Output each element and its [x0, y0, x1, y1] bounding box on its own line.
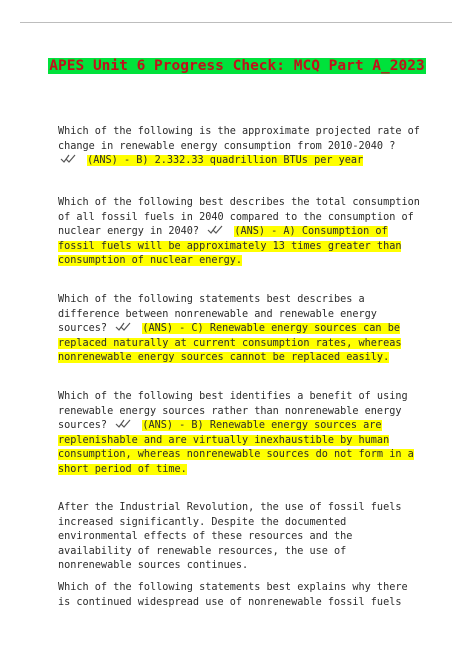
question-1-answer: (ANS) - B) 2.332.33 quadrillion BTUs per year: [87, 155, 364, 167]
question-1: [58, 125, 420, 169]
passage-text: After the Industrial Revolution, the use of fossil fuels increased significantly. Despite the documented environmental effects of these resources and the availability of renewable resources, the use of nonrenewable sources continues.: [58, 502, 402, 572]
document-title: [40, 56, 434, 76]
double-check-icon: [115, 322, 132, 332]
question-5-text: Which of the following statements best explains why there is continued widespread use of nonrenewable fossil fuels: [58, 582, 408, 608]
question-4-answer: (ANS) - B) Renewable energy sources are replenishable and are virtually inexhaustible by human consumption, whereas nonrenewable sources do not form in a short period of time.: [58, 420, 414, 475]
question-3: [58, 293, 420, 366]
question-1-text: Which of the following is the approximate projected rate of change in renewable energy consumption from 2010-2040 ?: [58, 126, 420, 152]
passage: [58, 501, 420, 574]
document-title-text: APES Unit 6 Progress Check: MCQ Part A_2023: [49, 58, 425, 74]
question-4: [58, 390, 420, 478]
double-check-icon: [115, 419, 132, 429]
question-2-text: Which of the following best describes the total consumption of all fossil fuels in 2040 compared to the consumption of nuclear energy in 2040?: [58, 197, 420, 238]
double-check-icon: [60, 154, 77, 164]
question-2-answer: (ANS) - A) Consumption of fossil fuels will be approximately 13 times greater than consumption of nuclear energy.: [58, 226, 402, 267]
question-3-answer: (ANS) - C) Renewable energy sources can be replaced naturally at current consumption rates, whereas nonrenewable energy sources cannot be replaced easily.: [58, 323, 402, 364]
question-2: [58, 196, 420, 269]
question-5: [58, 581, 420, 610]
double-check-icon: [207, 225, 224, 235]
question-4-text: Which of the following best identifies a benefit of using renewable energy sources rather than nonrenewable energy sources?: [58, 391, 408, 432]
question-3-text: Which of the following statements best describes a difference between nonrenewable and renewable energy sources?: [58, 294, 377, 335]
top-divider: [20, 22, 452, 23]
